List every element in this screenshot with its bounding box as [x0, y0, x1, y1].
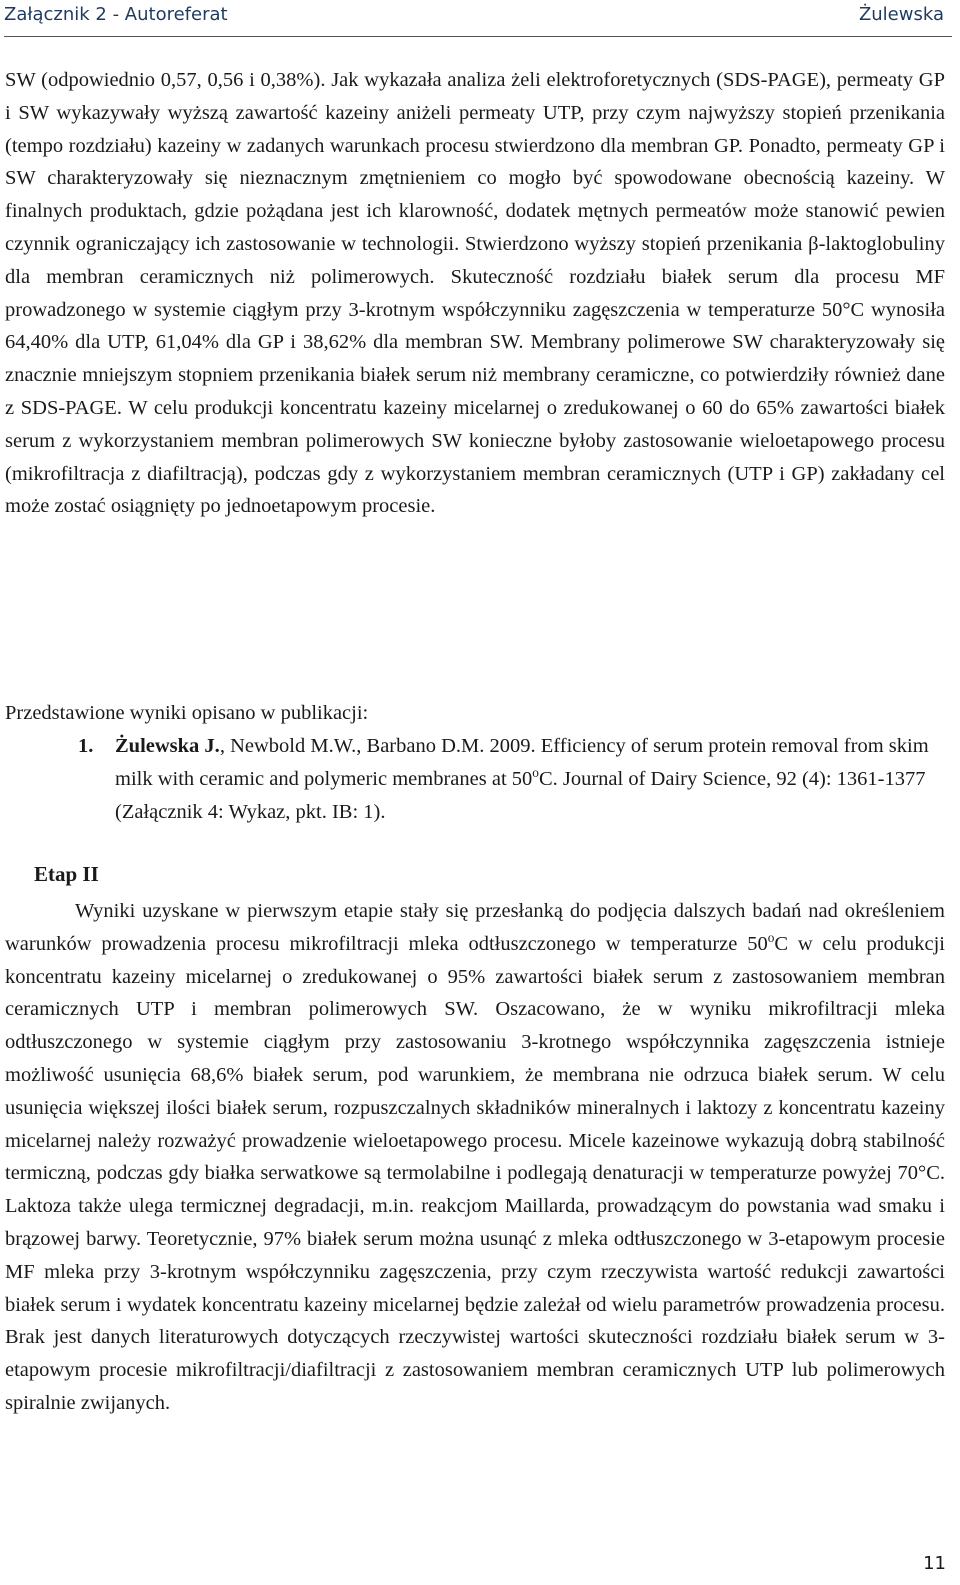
header-author: Żulewska: [858, 4, 944, 25]
paragraph-2-part-b: C w celu produkcji koncentratu kazeiny micelarnej o zredukowanej o 95% zawartości białek serum z zastosowaniem membran ceramicznych UTP i membran polimerowych SW. Oszacowano, że w wyniku mikrofiltracji mleka odtłuszczonego w systemie ciągłym przy zastosowaniu 3-krotnego współczynnika zagęszczenia istnieje możliwość usunięcia 68,6% białek serum, pod warunkiem, że membrana nie odrzuca białek serum. W celu usunięcia większej ilości białek serum, rozpuszczalnych składników mineralnych i laktozy z koncentratu kazeiny micelarnej należy rozważyć prowadzenie wieloetapowego procesu. Micele kazeinowe wykazują dobrą stabilność termiczną, podczas gdy białka serwatkowe są termolabilne i podlegają denaturacji w temperaturze powyżej 70°C. Laktoza także ulega termicznej degradacji, m.in. reakcjom Maillarda, prowadzącym do powstania wad smaku i brązowej barwy. Teoretycznie, 97% białek serum można usunąć z mleka odtłuszczonego w 3-etapowym procesie MF mleka przy 3-krotnym współczynniku zagęszczenia, przy czym rzeczywista wartość redukcji zawartości białek serum i wydatek koncentratu kazeiny micelarnej będzie zależał od wielu parametrów prowadzenia procesu. Brak jest danych literaturowych dotyczących rzeczywistej wartości skuteczności rozdziału białek serum w 3-etapowym procesie mikrofiltracji/diafiltracji z zastosowaniem membran ceramicznych UTP lub polimerowych spiralnie zwijanych.: [5, 932, 945, 1414]
section-title: Etap II: [34, 862, 99, 886]
body-paragraph-2: [5, 895, 945, 1420]
publication-list-item: [78, 730, 948, 828]
header-left-title: Załącznik 2 - Autoreferat: [4, 4, 228, 25]
paragraph-2-part-a: Wyniki uzyskane w pierwszym etapie stały się przesłanką do podjęcia dalszych badań nad określeniem warunków prowadzenia procesu mikrofiltracji mleka odtłuszczonego w temperaturze 50: [5, 900, 945, 955]
publication-text-a: , Newbold M.W., Barbano D.M. 2009. Efficiency of serum protein removal from skim milk with ceramic and polymeric membranes at 50: [115, 735, 929, 790]
publication-text-b: C. Journal of Dairy Science, 92 (4): 1361-1377 (Załącznik 4: Wykaz, pkt. IB: 1).: [115, 767, 926, 823]
paragraph-2-degree-sup: o: [767, 929, 775, 945]
header-divider: [4, 36, 952, 37]
publication-degree-sup: o: [532, 764, 539, 780]
running-header: [0, 0, 960, 40]
page-number: 11: [923, 1553, 946, 1574]
publications-intro: Przedstawione wyniki opisano w publikacji:: [5, 702, 369, 724]
publication-author-bold: Żulewska J.: [115, 735, 220, 757]
publication-citation: [115, 730, 948, 828]
publication-number: 1.: [78, 735, 94, 757]
body-paragraph-1: SW (odpowiednio 0,57, 0,56 i 0,38%). Jak wykazała analiza żeli elektroforetycznych (SDS-PAGE), permeaty GP i SW wykazywały wyższą zawartość kazeiny aniżeli permeaty UTP, przy czym najwyższy stopień przenikania (tempo rozdziału) kazeiny w zadanych warunkach procesu stwierdzono dla membran GP. Ponadto, permeaty GP i SW charakteryzowały się nieznacznym zmętnieniem co mogło być spowodowane obecnością kazeiny. W finalnych produktach, gdzie pożądana jest ich klarowność, dodatek mętnych permeatów może stanowić pewien czynnik ograniczający ich zastosowanie w technologii. Stwierdzono wyższy stopień przenikania β-laktoglobuliny dla membran ceramicznych niż polimerowych. Skuteczność rozdziału białek serum dla procesu MF prowadzonego w systemie ciągłym przy 3-krotnym współczynniku zagęszczenia w temperaturze 50°C wynosiła 64,40% dla UTP, 61,04% dla GP i 38,62% dla membran SW. Membrany polimerowe SW charakteryzowały się znacznie mniejszym stopniem przenikania białek serum niż membrany ceramiczne, co potwierdziły również dane z SDS-PAGE. W celu produkcji koncentratu kazeiny micelarnej o zredukowanej o 60 do 65% zawartości białek serum z wykorzystaniem membran polimerowych SW konieczne byłoby zastosowanie wieloetapowego procesu (mikrofiltracja z diafiltracją), podczas gdy z wykorzystaniem membran ceramicznych (UTP i GP) zakładany cel może zostać osiągnięty po jednoetapowym procesie.: [5, 69, 945, 518]
